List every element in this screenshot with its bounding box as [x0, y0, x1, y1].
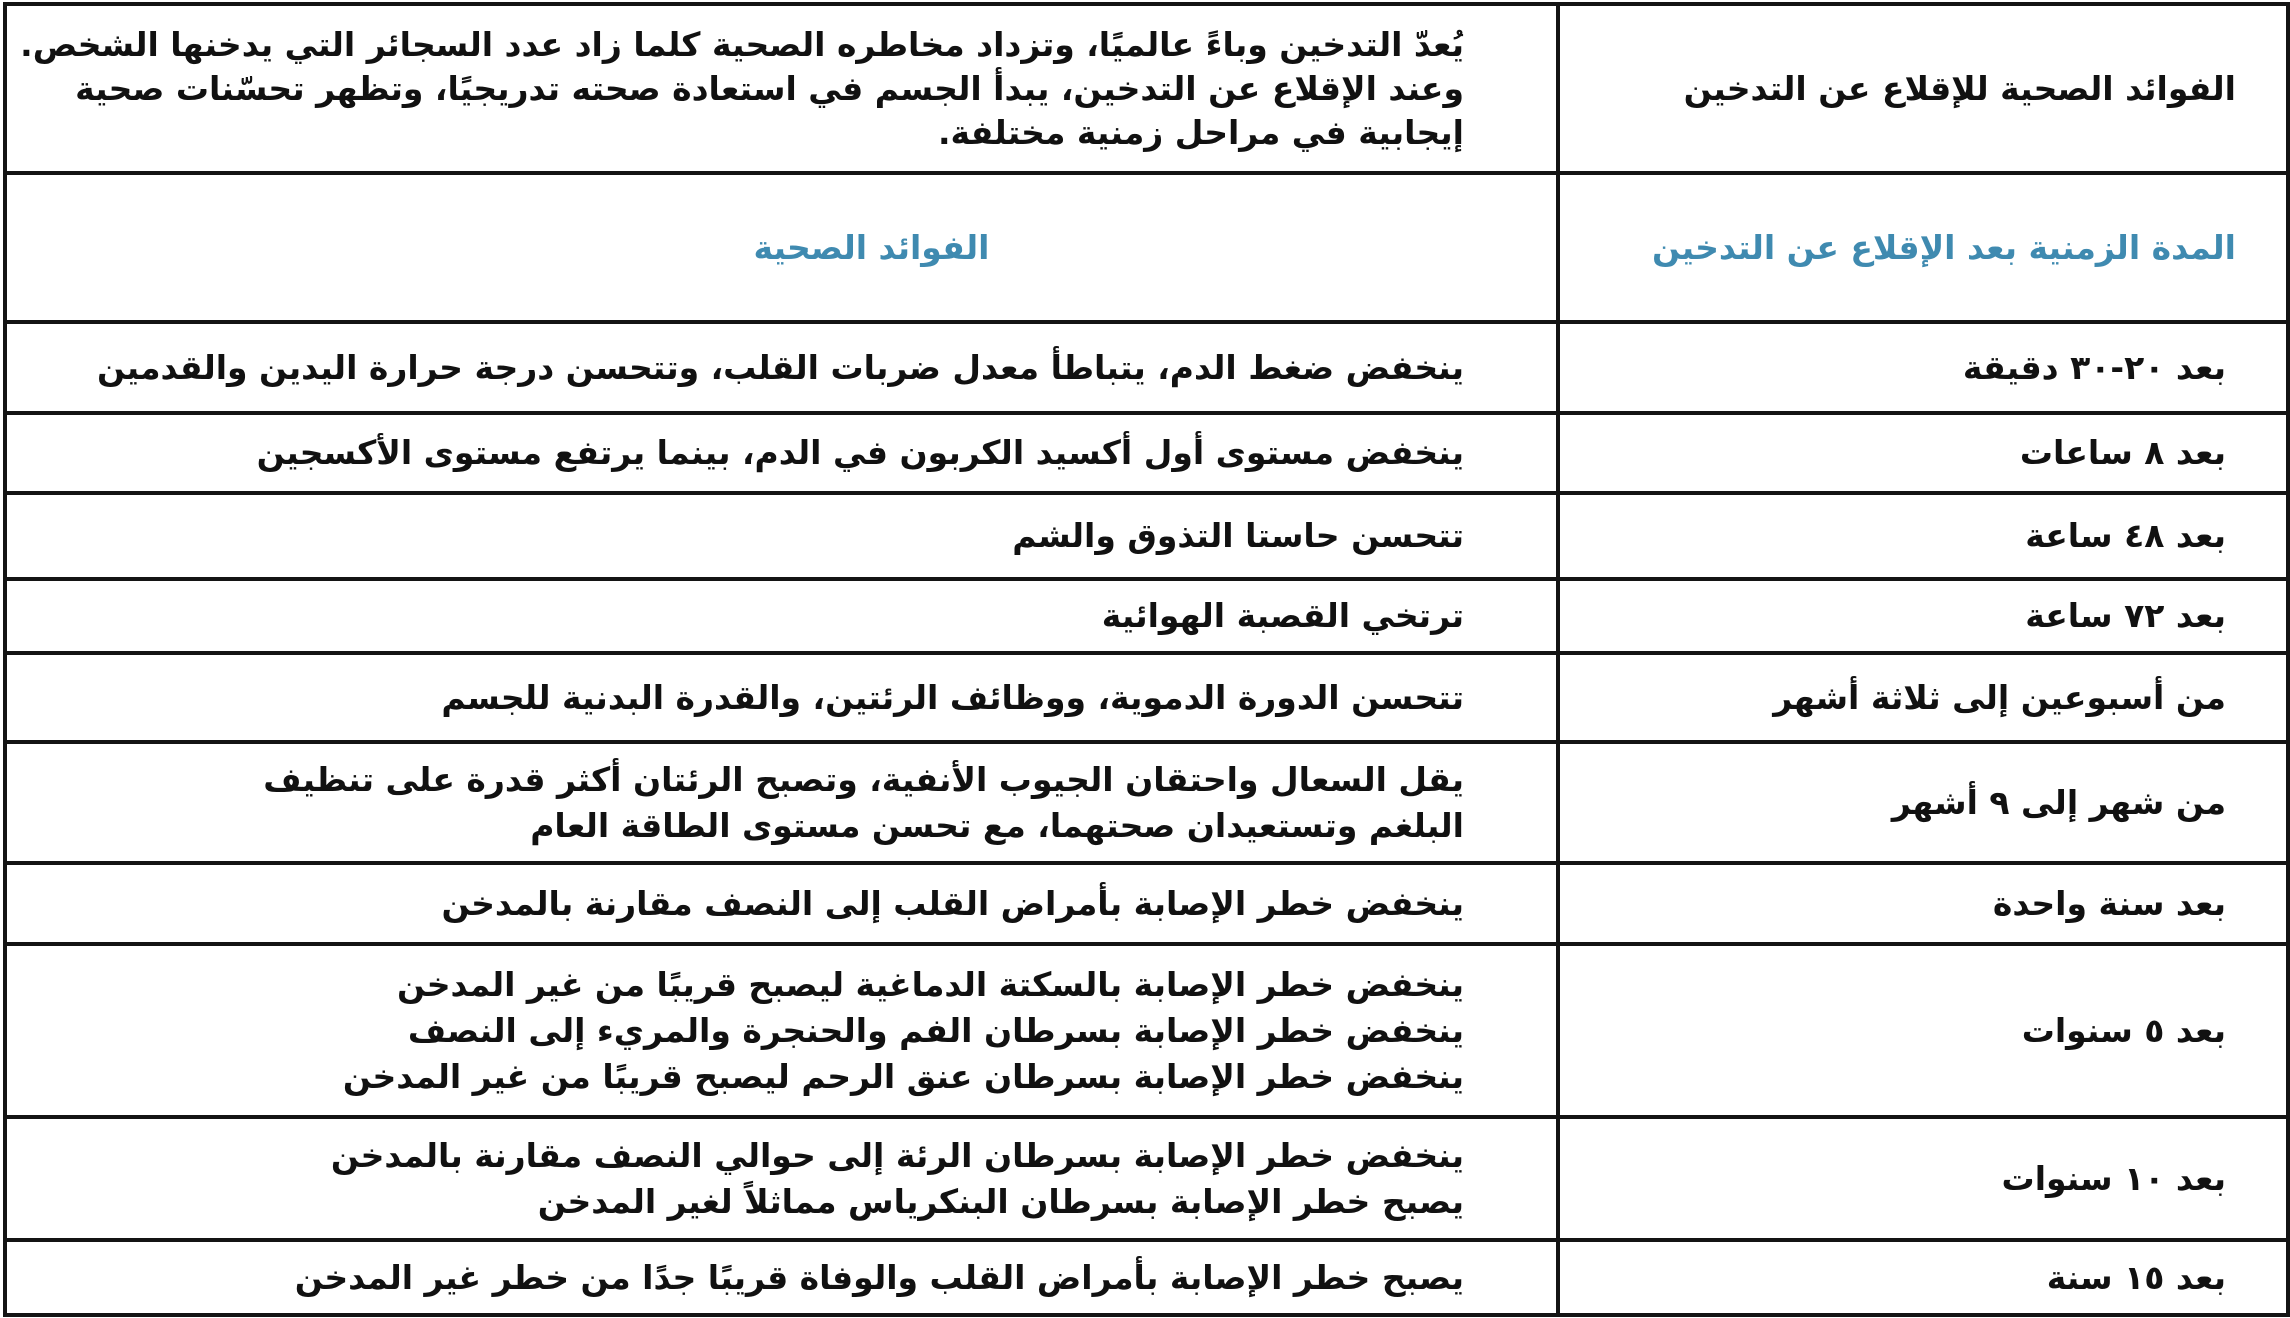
benefit-line: البلغم وتستعيدان صحتهما، مع تحسن مستوى الطاقة العام	[530, 805, 1464, 845]
benefit-cell	[5, 322, 1558, 413]
benefit-line: ينخفض خطر الإصابة بسرطان الفم والحنجرة والمريء إلى النصف	[407, 1010, 1464, 1050]
benefit-cell	[5, 653, 1558, 742]
period-cell: بعد سنة واحدة	[1558, 863, 2288, 944]
benefit-cell	[5, 1117, 1558, 1240]
period-cell: بعد ٨ ساعات	[1558, 413, 2288, 493]
column-header-row	[5, 173, 2288, 322]
period-cell: بعد ١٠ سنوات	[1558, 1117, 2288, 1240]
period-cell: بعد ١٥ سنة	[1558, 1240, 2288, 1315]
table-row	[5, 863, 2288, 944]
benefit-line: ينخفض خطر الإصابة بسرطان عنق الرحم ليصبح قريبًا من غير المدخن	[342, 1056, 1464, 1096]
table-title: الفوائد الصحية للإقلاع عن التدخين	[1683, 68, 2236, 108]
benefit-line: يصبح خطر الإصابة بأمراض القلب والوفاة قريبًا جدًا من خطر غير المدخن	[294, 1257, 1464, 1297]
period-cell: بعد ٥ سنوات	[1558, 944, 2288, 1117]
benefit-line: تتحسن الدورة الدموية، ووظائف الرئتين، والقدرة البدنية للجسم	[441, 677, 1464, 717]
benefit-line: ينخفض ضغط الدم، يتباطأ معدل ضربات القلب، وتتحسن درجة حرارة اليدين والقدمين	[96, 347, 1464, 387]
period-cell: من أسبوعين إلى ثلاثة أشهر	[1558, 653, 2288, 742]
table-row	[5, 742, 2288, 863]
table-row	[5, 653, 2288, 742]
table-row	[5, 944, 2288, 1117]
table-row	[5, 1117, 2288, 1240]
intro-text-line: وعند الإقلاع عن التدخين، يبدأ الجسم في استعادة صحته تدريجيًا، وتظهر تحسّنات صحية	[75, 68, 1464, 108]
benefit-line: ترتخي القصبة الهوائية	[1101, 596, 1464, 635]
intro-text-line: يُعدّ التدخين وباءً عالميًا، وتزداد مخاطره الصحية كلما زاد عدد السجائر التي يدخنها الشخص.	[20, 24, 1464, 64]
benefit-line: ينخفض خطر الإصابة بسرطان الرئة إلى حوالي النصف مقارنة بالمدخن	[330, 1135, 1464, 1175]
smoking-cessation-benefits-table	[3, 2, 2290, 1317]
period-column-header: المدة الزمنية بعد الإقلاع عن التدخين	[1558, 173, 2288, 322]
intro-text-cell	[5, 4, 1558, 173]
table-title-cell	[1558, 4, 2288, 173]
period-cell: بعد ٧٢ ساعة	[1558, 579, 2288, 653]
benefit-cell	[5, 1240, 1558, 1315]
intro-row	[5, 4, 2288, 173]
table-row	[5, 1240, 2288, 1315]
benefit-cell	[5, 944, 1558, 1117]
table-row	[5, 413, 2288, 493]
table-row	[5, 579, 2288, 653]
benefits-column-header: الفوائد الصحية	[5, 173, 1558, 322]
table-row	[5, 322, 2288, 413]
benefit-line: تتحسن حاستا التذوق والشم	[1012, 516, 1464, 555]
table-row	[5, 493, 2288, 579]
benefit-cell	[5, 493, 1558, 579]
benefit-cell	[5, 579, 1558, 653]
period-cell: بعد ٤٨ ساعة	[1558, 493, 2288, 579]
period-cell: بعد ٢٠-٣٠ دقيقة	[1558, 322, 2288, 413]
benefit-cell	[5, 413, 1558, 493]
period-cell: من شهر إلى ٩ أشهر	[1558, 742, 2288, 863]
benefit-line: ينخفض خطر الإصابة بالسكتة الدماغية ليصبح قريبًا من غير المدخن	[397, 964, 1464, 1004]
intro-text-line: إيجابية في مراحل زمنية مختلفة.	[937, 112, 1464, 152]
benefit-line: ينخفض مستوى أول أكسيد الكربون في الدم، بينما يرتفع مستوى الأكسجين	[256, 433, 1464, 472]
benefit-cell	[5, 742, 1558, 863]
benefit-cell	[5, 863, 1558, 944]
benefit-line: يصبح خطر الإصابة بسرطان البنكرياس مماثلاً لغير المدخن	[537, 1181, 1464, 1221]
benefit-line: يقل السعال واحتقان الجيوب الأنفية، وتصبح الرئتان أكثر قدرة على تنظيف	[263, 759, 1464, 799]
benefit-line: ينخفض خطر الإصابة بأمراض القلب إلى النصف مقارنة بالمدخن	[441, 883, 1464, 923]
